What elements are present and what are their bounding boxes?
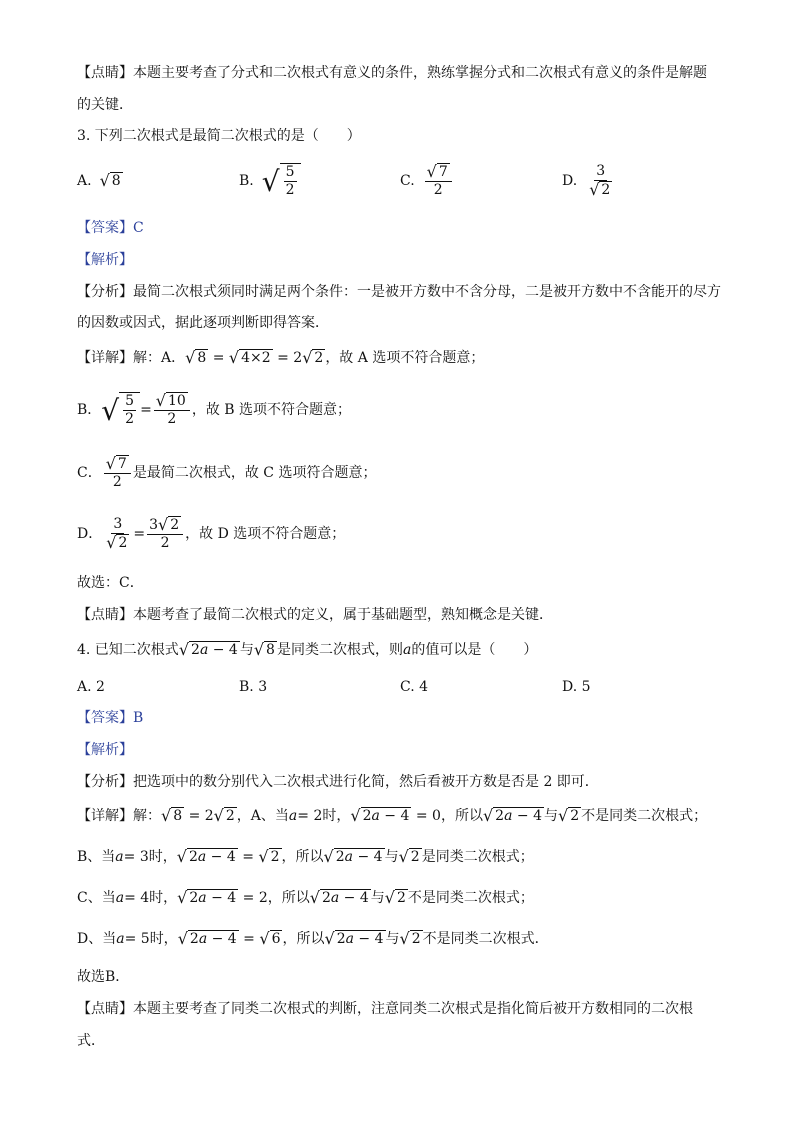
text: ，所以 (282, 931, 325, 947)
q3-dj (77, 605, 724, 625)
text: ，故 A 选项不符合题意； (325, 350, 485, 366)
text: B． (77, 402, 102, 418)
text: C、当 (77, 890, 116, 906)
math: √ 8 (99, 171, 121, 190)
math: √ 2a − 4 = √ 6 (177, 929, 281, 948)
math: a (288, 808, 298, 824)
tag: 【详解】 (77, 350, 133, 366)
math: a (402, 642, 412, 658)
text: 是同类二次根式，则 (276, 642, 403, 658)
option-b (239, 161, 301, 201)
text: 时， (149, 890, 178, 906)
math: √ 7 2 (104, 455, 131, 491)
q3-fx (77, 282, 724, 302)
q3-xj-a (77, 344, 724, 372)
q4-analysis: 【解析】 (77, 742, 133, 758)
text: 本题主要考查了同类二次根式的判断，注意同类二次根式是指化简后被开方数相同的二次根 (133, 1001, 693, 1017)
text: ，所以 (267, 890, 310, 906)
note-p1 (77, 63, 724, 83)
text: 与 (370, 890, 385, 906)
q4-dj-cont: 式． (77, 1033, 105, 1049)
text: 与 (543, 808, 558, 824)
math: √ 7 2 (425, 163, 452, 199)
tag: 【答案】 (77, 220, 133, 236)
math: √ 8 = 2 √ 2 (161, 806, 235, 825)
q4-answer (77, 708, 724, 728)
math: 3 √ 2 = 3 √ 2 2 (102, 516, 185, 552)
option-d (562, 161, 616, 201)
tag: 【分析】 (77, 284, 133, 300)
text: 不是同类二次根式； (581, 808, 708, 824)
option-a: A. 2 (77, 679, 105, 695)
text: ，A、当 (236, 808, 289, 824)
option-label: A. (77, 173, 92, 189)
q3-xj-d (77, 514, 724, 554)
math: = 3 (123, 849, 149, 865)
math: √ 2a − 4 = √ 2 (176, 847, 280, 866)
math: √ 2a − 4 (178, 640, 238, 659)
text: 与 (385, 931, 400, 947)
text: 解：A． (133, 350, 186, 366)
math: = 2 (297, 808, 323, 824)
text: 与 (384, 849, 399, 865)
math: 3 √ 2 (589, 163, 611, 199)
tag: 【点睛】 (77, 65, 133, 81)
text: 不是同类二次根式． (422, 931, 549, 947)
text: ，故 D 选项不符合题意； (185, 526, 346, 542)
q3-fx-cont: 的因数或因式，据此逐项判断即得答案． (77, 315, 329, 331)
math: √ $\frac{5}{2}$ = √ 10 2 (101, 392, 192, 428)
text: 不是同类二次根式； (407, 890, 534, 906)
math: √ 2 (398, 847, 420, 866)
q3-choose: 故选：C． (77, 575, 144, 591)
math: √ 2a − 4 = 0 (350, 806, 441, 825)
q3-xj-b (77, 390, 724, 430)
option-label: D. (562, 173, 578, 189)
tag: 【详解】 (77, 808, 133, 824)
option-b: B. 3 (239, 679, 268, 695)
math: = 4 (124, 890, 150, 906)
tag: 【分析】 (77, 774, 133, 790)
text: 的关键． (77, 97, 133, 113)
q4-options (77, 676, 737, 698)
text: C． (77, 465, 102, 481)
q3-analysis: 【解析】 (77, 252, 133, 268)
text: 本题考查了最简二次根式的定义，属于基础题型，熟知概念是关键． (133, 607, 553, 623)
text: 时， (148, 849, 177, 865)
tag: 【点睛】 (77, 1001, 133, 1017)
q4-dj (77, 999, 724, 1019)
text: 的值可以是（ ） (411, 642, 538, 658)
option-c (400, 161, 454, 201)
math: √ 2a − 4 (309, 888, 369, 907)
q3-stem: 3. 下列二次根式是最简二次根式的是（ ） (77, 128, 361, 144)
option-label: C. (400, 173, 415, 189)
q3-answer (77, 218, 724, 238)
math: a (115, 849, 124, 865)
option-a (77, 161, 123, 201)
text: D． (77, 526, 103, 542)
math: √ 8 = √ 4×2 = 2 √ 2 (185, 348, 324, 367)
option-label: B. (239, 173, 254, 189)
answer: C (133, 220, 144, 236)
q4-stem (77, 638, 724, 662)
math: a (116, 931, 125, 947)
q4-b (77, 845, 724, 869)
math: √ 2a − 4 (323, 847, 383, 866)
text: 最简二次根式须同时满足两个条件：一是被开方数中不含分母，二是被开方数中不含能开的尽方 (133, 284, 721, 300)
math: √ 2a − 4 (482, 806, 542, 825)
math: √ 2 (557, 806, 580, 825)
option-c: C. 4 (400, 679, 429, 695)
q4-fx (77, 772, 724, 792)
q4-xj (77, 804, 724, 828)
math: a (115, 890, 125, 906)
text: 本题主要考查了分式和二次根式有意义的条件，熟练掌握分式和二次根式有意义的条件是解题 (133, 65, 707, 81)
note-p1-cont (77, 95, 724, 115)
tag: 【答案】 (77, 710, 133, 726)
text: 时， (322, 808, 351, 824)
text: ，所以 (281, 849, 324, 865)
math: √ $\frac{5}{2}$ (262, 163, 301, 199)
q4-choose: 故选B． (77, 969, 130, 985)
text: 是最简二次根式，故 C 选项符合题意； (132, 465, 377, 481)
q4-d (77, 927, 724, 951)
text: 4. 已知二次根式 (77, 642, 179, 658)
text: 解： (133, 808, 161, 824)
math: √ 8 (253, 640, 275, 659)
text: 与 (239, 642, 254, 658)
q3-options (77, 161, 737, 201)
answer: B (133, 710, 144, 726)
tag: 【点睛】 (77, 607, 133, 623)
q3-xj-c (77, 453, 724, 493)
text: ，故 B 选项不符合题意； (191, 402, 352, 418)
text: 时， (149, 931, 178, 947)
math: √ 2 (384, 888, 406, 907)
q4-c (77, 886, 724, 910)
text: 把选项中的数分别代入二次根式进行化简，然后看被开方数是否是 2 即可． (133, 774, 599, 790)
text: B、当 (77, 849, 116, 865)
math: √ 2a − 4 (324, 929, 384, 948)
math: √ 2a − 4 = 2 (177, 888, 268, 907)
text: 是同类二次根式； (421, 849, 534, 865)
option-d: D. 5 (562, 679, 591, 695)
text: ，所以 (440, 808, 483, 824)
text: D、当 (77, 931, 117, 947)
math: √ 2 (399, 929, 421, 948)
math: = 5 (124, 931, 150, 947)
